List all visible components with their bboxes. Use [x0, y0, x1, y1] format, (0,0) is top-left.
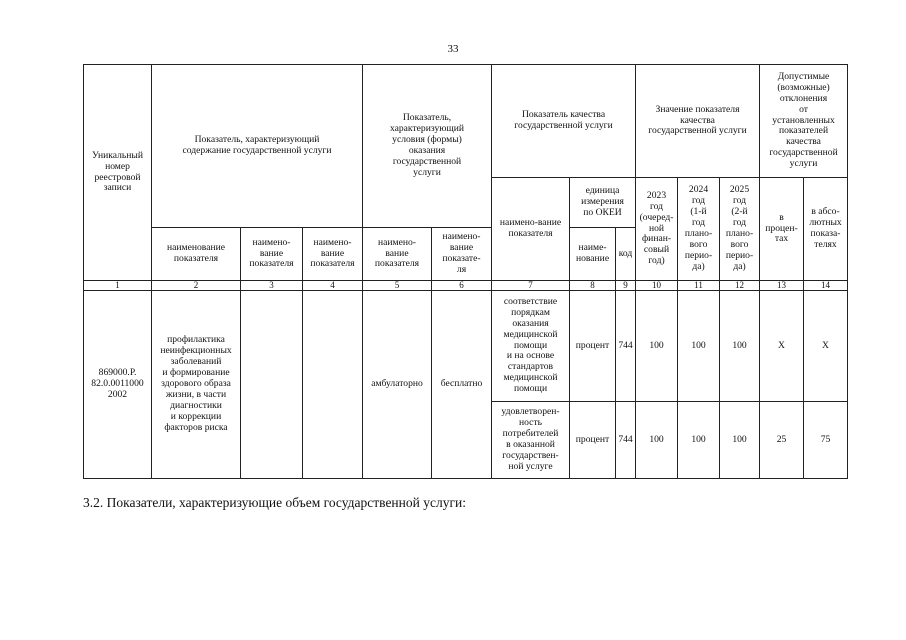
header-year-2025: 2025 год (2-й год плано- вого перио- да): [720, 178, 760, 281]
header-unit-okei: единица измерения по ОКЕИ: [570, 178, 636, 228]
quality-indicator-cell: соответствие порядкам оказания медицинской помощи и на основе стандартов медицинской помощи: [492, 291, 570, 402]
quality-indicator-cell: удовлетворен- ность потребителей в оказанной государствен- ной услуге: [492, 402, 570, 479]
condition-cell-1: амбулаторно: [363, 291, 432, 479]
value-2025-cell: 100: [720, 291, 760, 402]
unit-code-cell: 744: [616, 402, 636, 479]
value-2024-cell: 100: [678, 291, 720, 402]
column-number-row: [84, 281, 848, 291]
header-condition-indicator: Показатель, характеризующий условия (формы) оказания государственной услуги: [363, 65, 492, 228]
header-unique-number: Уникальный номер реестровой записи: [84, 65, 152, 281]
content-indicator-cell-3: [303, 291, 363, 479]
header-content-indicator: Показатель, характеризующий содержание государственной услуги: [152, 65, 363, 228]
unit-name-cell: процент: [570, 402, 616, 479]
column-number: 7: [492, 281, 570, 291]
header-quality-name: наимено-вание показателя: [492, 178, 570, 281]
header-deviation-percent: в процен- тах: [760, 178, 804, 281]
column-number: 5: [363, 281, 432, 291]
column-number: 8: [570, 281, 616, 291]
deviation-absolute-cell: 75: [804, 402, 848, 479]
header-indicator-values: Значение показателя качества государственной услуги: [636, 65, 760, 178]
header-deviation-absolute: в абсо- лютных показа- телях: [804, 178, 848, 281]
column-number: 1: [84, 281, 152, 291]
deviation-percent-cell: Х: [760, 291, 804, 402]
quality-indicators-table: [83, 64, 848, 479]
content-indicator-cell: профилактика неинфекционных заболеваний и формирование здорового образа жизни, в части диагностики и коррекции факторов риска: [152, 291, 241, 479]
header-year-2024: 2024 год (1-й год плано- вого перио- да): [678, 178, 720, 281]
header-name-col-6: наимено- вание показате- ля: [432, 228, 492, 281]
section-heading: 3.2. Показатели, характеризующие объем государственной услуги:: [83, 495, 466, 510]
column-number: 10: [636, 281, 678, 291]
column-number: 13: [760, 281, 804, 291]
column-number: 9: [616, 281, 636, 291]
registry-number-cell: 869000.Р. 82.0.0011000 2002: [84, 291, 152, 479]
value-2024-cell: 100: [678, 402, 720, 479]
content-indicator-cell-2: [241, 291, 303, 479]
header-unit-name: наиме- нование: [570, 228, 616, 281]
header-unit-code: код: [616, 228, 636, 281]
deviation-absolute-cell: Х: [804, 291, 848, 402]
table-row: [84, 291, 848, 402]
column-number: 3: [241, 281, 303, 291]
header-year-2023: 2023 год (очеред- ной финан- совый год): [636, 178, 678, 281]
column-number: 14: [804, 281, 848, 291]
header-name-col-4: наимено- вание показателя: [303, 228, 363, 281]
deviation-percent-cell: 25: [760, 402, 804, 479]
page-number: 33: [447, 43, 459, 55]
header-row-1: [84, 65, 848, 178]
header-allowed-deviations: Допустимые (возможные) отклонения от установленных показателей качества государственной услуги: [760, 65, 848, 178]
value-2023-cell: 100: [636, 291, 678, 402]
condition-cell-2: бесплатно: [432, 291, 492, 479]
column-number: 4: [303, 281, 363, 291]
header-quality-indicator: Показатель качества государственной услуги: [492, 65, 636, 178]
header-name-col-2: наименование показателя: [152, 228, 241, 281]
column-number: 2: [152, 281, 241, 291]
unit-code-cell: 744: [616, 291, 636, 402]
header-name-col-3: наимено- вание показателя: [241, 228, 303, 281]
column-number: 12: [720, 281, 760, 291]
value-2023-cell: 100: [636, 402, 678, 479]
header-name-col-5: наимено- вание показателя: [363, 228, 432, 281]
column-number: 11: [678, 281, 720, 291]
column-number: 6: [432, 281, 492, 291]
value-2025-cell: 100: [720, 402, 760, 479]
unit-name-cell: процент: [570, 291, 616, 402]
